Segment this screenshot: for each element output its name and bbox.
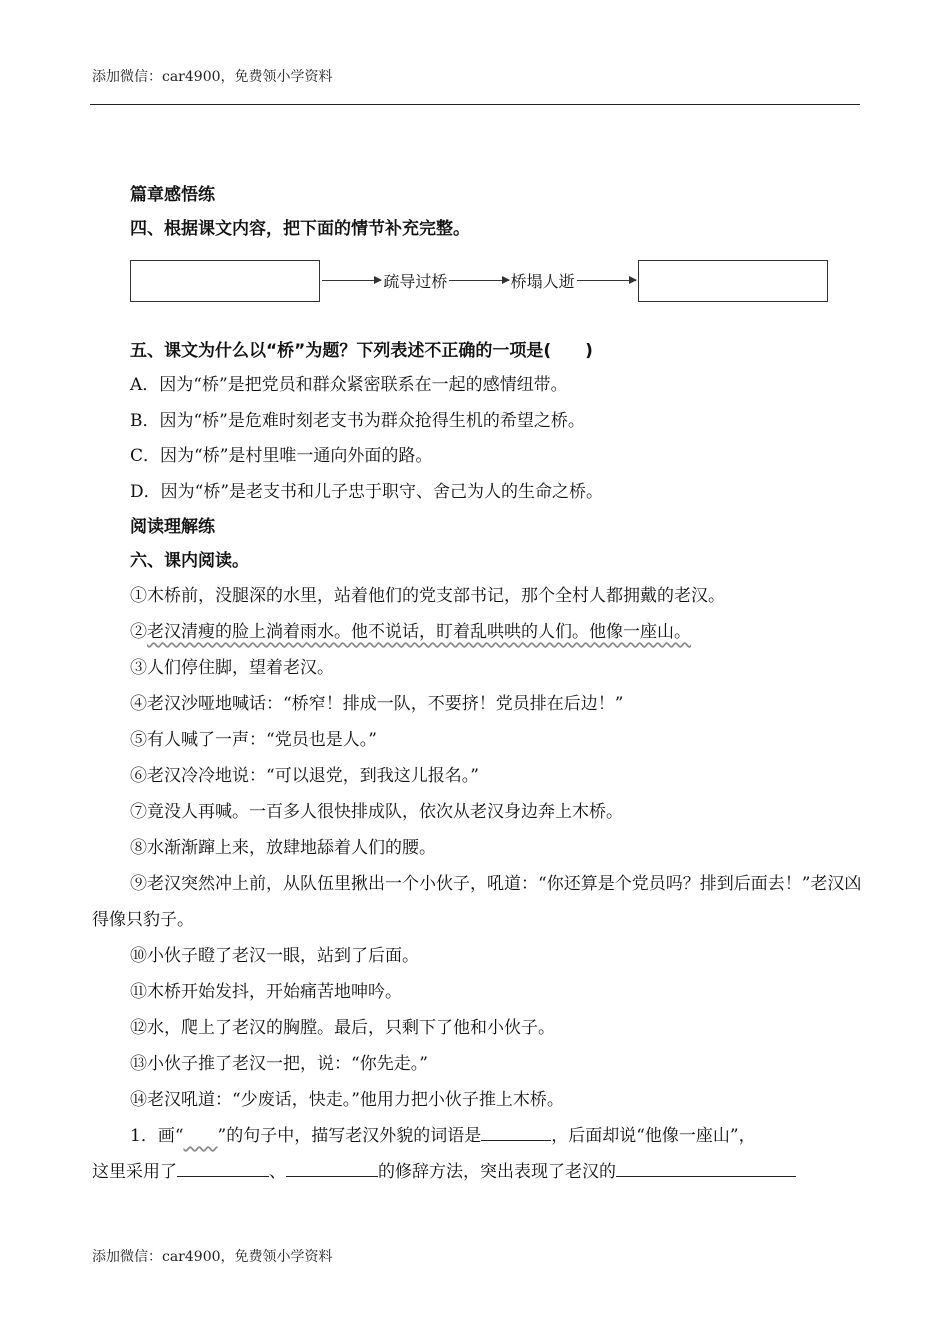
passage-p6: ⑥老汉冷冷地说：“可以退党，到我这儿报名。” <box>130 766 479 786</box>
passage-p3: ③人们停住脚，望着老汉。 <box>130 658 334 678</box>
passage-p7: ⑦竟没人再喊。一百多人很快排成队，依次从老汉身边奔上木桥。 <box>130 802 623 822</box>
passage-p10: ⑩小伙子瞪了老汉一眼，站到了后面。 <box>130 946 419 966</box>
arrow-2 <box>449 280 508 281</box>
section-title-pianzhang: 篇章感悟练 <box>130 185 215 205</box>
flow-step-2: 桥塌人逝 <box>510 271 575 291</box>
flow-step-1: 疏导过桥 <box>383 271 448 291</box>
passage-p11: ⑪木桥开始发抖，开始痛苦地呻吟。 <box>130 982 402 1002</box>
answer-blank-rhetoric-2[interactable] <box>286 1158 378 1177</box>
option-d: D．因为“桥”是老支书和儿子忠于职守、舍己为人的生命之桥。 <box>130 481 604 502</box>
plot-flowchart <box>130 252 870 316</box>
q1-part-d: 这里采用了 <box>92 1162 177 1182</box>
arrow-1 <box>322 280 381 281</box>
answer-blank-character[interactable] <box>616 1158 796 1177</box>
arrow-3 <box>577 280 636 281</box>
passage-p9: ⑨老汉突然冲上前，从队伍里揪出一个小伙子，吼道：“你还算是个党员吗？排到后面去！”老汉凶得像只豹子。 <box>92 874 862 930</box>
passage-p4: ④老汉沙哑地喊话：“桥窄！排成一队，不要挤！党员排在后边！” <box>130 694 624 714</box>
passage-p12: ⑫水，爬上了老汉的胸膛。最后，只剩下了他和小伙子。 <box>130 1018 555 1038</box>
page-footer: 添加微信：car4900，免费领小学资料 <box>92 1249 333 1265</box>
q1-part-f: 的修辞方法，突出表现了老汉的 <box>378 1162 616 1182</box>
q1-part-c: ，后面却说“他像一座山”， <box>551 1126 756 1146</box>
q1-wavy-sample <box>184 1126 218 1146</box>
question-6-title: 六、课内阅读。 <box>130 551 249 571</box>
passage-p2 <box>130 614 870 650</box>
sub-question-1 <box>92 1118 868 1190</box>
question-5-title: 五、课文为什么以“桥”为题？下列表述不正确的一项是( ) <box>130 341 593 361</box>
option-a: A．因为“桥”是把党员和群众紧密联系在一起的感情纽带。 <box>130 375 568 395</box>
q1-part-b: ”的句子中，描写老汉外貌的词语是 <box>217 1126 482 1146</box>
option-b: B．因为“桥”是危难时刻老支书为群众抢得生机的希望之桥。 <box>130 410 585 431</box>
header-divider <box>90 104 860 105</box>
page-header: 添加微信：car4900，免费领小学资料 <box>92 69 333 85</box>
q1-part-a: 1．画“ <box>130 1126 184 1146</box>
p2-number: ② <box>130 622 147 642</box>
question-4-title: 四、根据课文内容，把下面的情节补充完整。 <box>130 219 470 239</box>
passage-p5: ⑤有人喊了一声：“党员也是人。” <box>130 730 377 750</box>
option-c: C．因为“桥”是村里唯一通向外面的路。 <box>130 446 433 466</box>
passage-p14: ⑭老汉吼道：“少废话，快走。”他用力把小伙子推上木桥。 <box>130 1090 564 1110</box>
flow-middle <box>320 260 638 300</box>
worksheet-content <box>92 178 870 1190</box>
answer-blank-rhetoric-1[interactable] <box>177 1158 269 1177</box>
flow-blank-box-start[interactable] <box>130 260 320 302</box>
passage-p8: ⑧水渐渐蹿上来，放肆地舔着人们的腰。 <box>130 838 436 858</box>
passage-p1: ①木桥前，没腿深的水里，站着他们的党支部书记，那个全村人都拥戴的老汉。 <box>130 586 725 606</box>
section-title-reading: 阅读理解练 <box>130 517 215 537</box>
passage-p13: ⑬小伙子推了老汉一把，说：“你先走。” <box>130 1054 428 1074</box>
answer-blank-appearance[interactable] <box>481 1122 551 1141</box>
q1-part-e: 、 <box>269 1162 286 1182</box>
flow-blank-box-end[interactable] <box>638 260 828 302</box>
p2-wavy-sentence: 老汉清瘦的脸上淌着雨水。他不说话，盯着乱哄哄的人们。他像一座山。 <box>147 622 691 642</box>
